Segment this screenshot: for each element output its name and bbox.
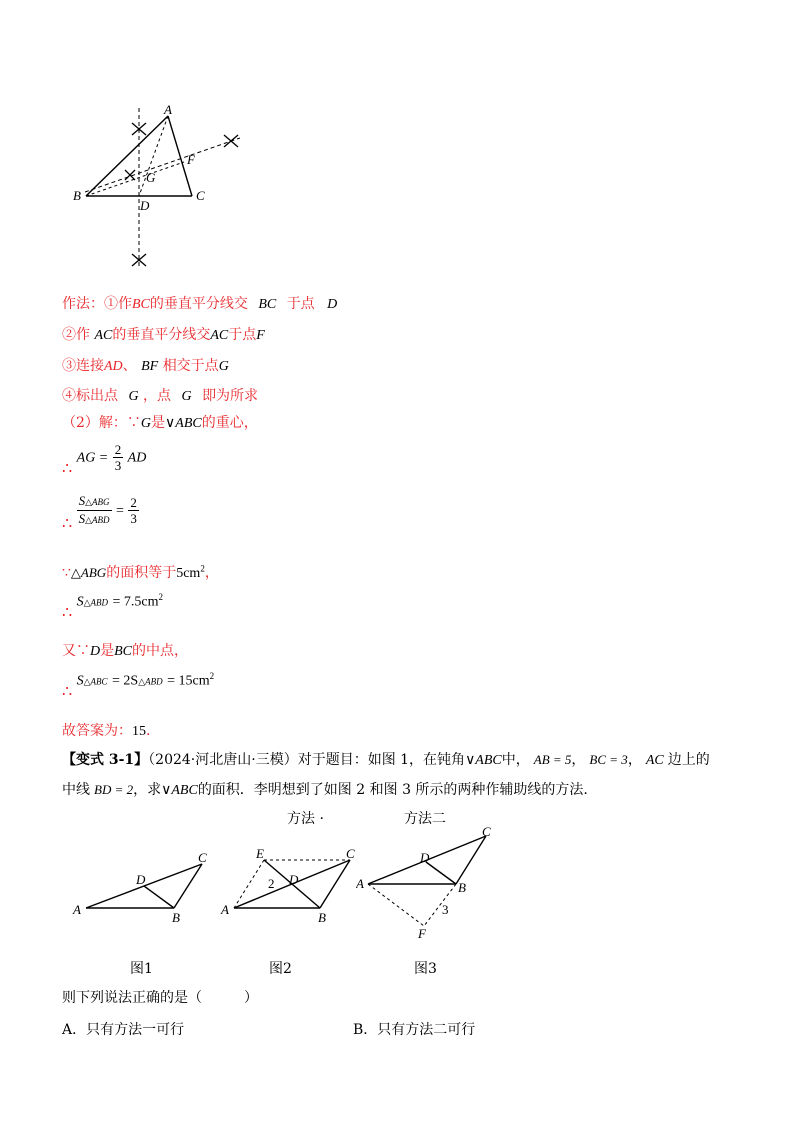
problem-figure-3: [356, 826, 506, 946]
svg-text:B: B: [318, 910, 326, 925]
svg-text:A: A: [356, 876, 364, 891]
problem-figure-1: [68, 840, 218, 930]
construction-step-3: ③连接AD、 BF 相交于点G: [62, 358, 229, 374]
svg-text:B: B: [458, 880, 466, 895]
svg-text:C: C: [346, 846, 355, 861]
solution-step-ratio: ∴ $\frac{\text{S△ABG}}{\text{S△ABD}}$ = $\frac{2}{3}$: [62, 493, 137, 533]
solution-intro: （2）解：∵G是∨ABC的重心，: [62, 415, 258, 431]
option-b[interactable]: B．只有方法二可行: [353, 1022, 476, 1038]
fig-label-a: A: [164, 102, 172, 117]
fig-label-c: C: [196, 188, 205, 203]
construction-step-4: ④标出点 G ，点 G 即为所求: [62, 388, 259, 404]
method-2-label: 方法二: [404, 811, 446, 827]
svg-text:A: A: [221, 902, 229, 917]
fig-label-b: B: [73, 188, 81, 203]
svg-text:D: D: [136, 872, 146, 887]
svg-text:D: D: [420, 850, 430, 865]
svg-text:C: C: [482, 826, 491, 839]
svg-text:A: A: [73, 902, 81, 917]
svg-text:B: B: [172, 910, 180, 925]
svg-text:3: 3: [442, 902, 449, 917]
figure-1-caption: 图1: [130, 961, 153, 977]
solution-step-ag: ∴ AG = $\frac{2}{3}$ AD: [62, 442, 147, 478]
svg-text:E: E: [256, 846, 264, 861]
solution-area-abd: ∴ S△ABD = $7.5cm^2$: [62, 592, 164, 622]
svg-text:C: C: [198, 850, 207, 865]
problem-line-1: 【变式 3-1】（2024·河北唐山·三模）对于题目：如图 1，在钝角∨ABC中， AB = 5， BC = 3， AC 边上的: [62, 752, 710, 768]
solution-given-area: ∵△ABG的面积等于$5cm^2$，: [62, 563, 219, 581]
svg-text:F: F: [418, 926, 426, 941]
fig-label-d: D: [140, 198, 150, 213]
construction-step-1: 作法：①作BC的垂直平分线交 BC 于点 D: [62, 296, 338, 312]
problem-figure-2: [216, 840, 366, 930]
fig-label-f: F: [187, 152, 195, 167]
construction-step-2: ②作 AC的垂直平分线交AC于点F: [62, 327, 265, 343]
solution-answer: 故答案为：15.: [62, 723, 151, 739]
solution-midpoint: 又∵D是BC的中点，: [62, 643, 189, 659]
svg-text:2: 2: [268, 876, 275, 891]
solution-area-abc: ∴ S△ABC = 2S△ABD = $15cm^2$: [62, 671, 215, 701]
option-a[interactable]: A．只有方法一可行: [62, 1022, 185, 1038]
figure-2-caption: 图2: [269, 961, 292, 977]
figure-3-caption: 图3: [414, 961, 437, 977]
fig-label-g: G: [146, 170, 156, 185]
question-text: 则下列说法正确的是（ ）: [62, 990, 258, 1006]
method-1-label: 方法 ·: [287, 811, 324, 827]
problem-line-2: 中线 BD = 2，求∨ABC的面积．李明想到了如图 2 和图 3 所示的两种作辅助线的方法.: [62, 782, 588, 798]
svg-text:D: D: [289, 872, 299, 887]
construction-figure: [60, 100, 260, 275]
